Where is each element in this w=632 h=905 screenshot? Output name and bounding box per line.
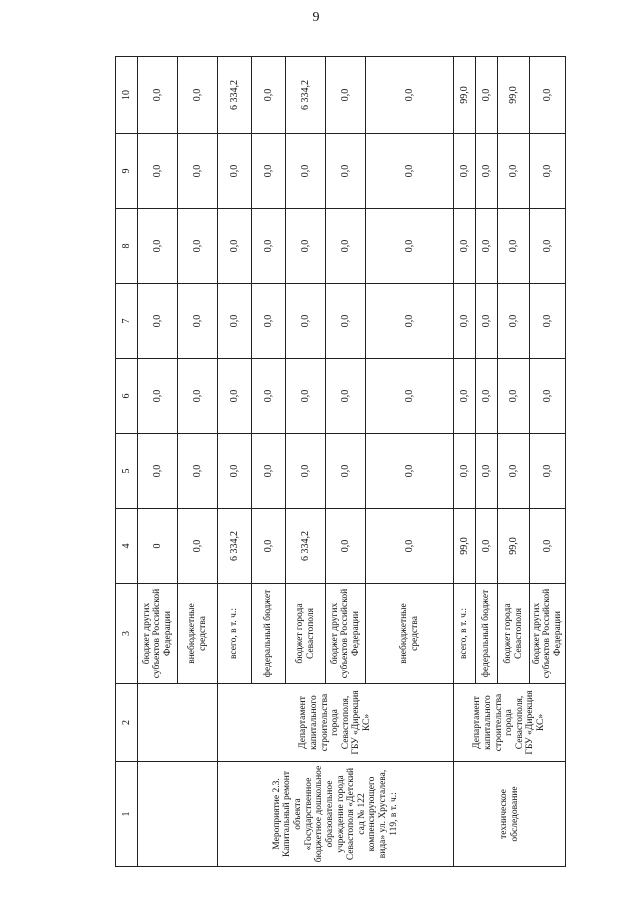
value-cell: 0,0 [218,209,252,284]
activity-cell: техническое обследование [454,762,566,867]
value-cell: 0,0 [530,284,566,359]
value-cell: 0,0 [366,57,454,134]
value-cell: 0,0 [476,434,498,509]
value-cell: 0,0 [476,359,498,434]
value-cell: 0,0 [366,284,454,359]
header-row [116,57,138,867]
value-cell: 0,0 [252,134,286,209]
header-cell: 2 [116,684,138,762]
value-cell: 0,0 [252,359,286,434]
table-row [218,57,252,867]
value-cell: 0,0 [476,509,498,584]
value-cell: 0,0 [252,209,286,284]
value-cell: 0,0 [178,57,218,134]
value-cell: 6 334,2 [286,509,326,584]
value-cell: 0,0 [326,57,366,134]
value-cell: 0,0 [498,359,530,434]
activity-cell [138,762,218,867]
value-cell: 0,0 [138,359,178,434]
value-cell: 0,0 [218,284,252,359]
value-cell: 0,0 [454,134,476,209]
source-cell: федеральный бюджет [476,584,498,684]
activity-cell: Мероприятие 2.3. Капитальный ремонт объекта «Государственное бюджетное дошкольное образовательное учреждение города Севастополя «Детский сад № 122 компенсирующего вида» ул. Хрусталева, 119, в т. ч.: [218,762,454,867]
header-cell: 3 [116,584,138,684]
table-rotation-frame [115,57,563,867]
header-cell: 5 [116,434,138,509]
value-cell: 0,0 [454,209,476,284]
value-cell: 0,0 [498,209,530,284]
header-cell: 4 [116,509,138,584]
funding-table [115,56,566,867]
value-cell: 0,0 [326,434,366,509]
value-cell: 6 334,2 [286,57,326,134]
value-cell: 0,0 [218,134,252,209]
value-cell: 0,0 [178,134,218,209]
value-cell: 0,0 [218,359,252,434]
value-cell: 0,0 [498,284,530,359]
header-cell: 8 [116,209,138,284]
value-cell: 0,0 [218,434,252,509]
rotated-table-container [115,57,563,867]
source-cell: внебюджетные средства [366,584,454,684]
value-cell: 0,0 [366,509,454,584]
value-cell: 0,0 [530,434,566,509]
value-cell: 0,0 [326,509,366,584]
value-cell: 0,0 [138,284,178,359]
value-cell: 0,0 [252,509,286,584]
value-cell: 0,0 [454,359,476,434]
value-cell: 0,0 [286,284,326,359]
value-cell: 0,0 [326,134,366,209]
value-cell: 0,0 [326,359,366,434]
value-cell: 6 334,2 [218,57,252,134]
header-cell: 7 [116,284,138,359]
value-cell: 0,0 [366,134,454,209]
value-cell: 0,0 [498,434,530,509]
header-cell: 9 [116,134,138,209]
source-cell: бюджет города Севастополя [498,584,530,684]
value-cell: 0,0 [326,284,366,359]
value-cell: 0,0 [286,359,326,434]
source-cell: бюджет других субъектов Российской Федерации [138,584,178,684]
table-row [138,57,178,867]
executor-cell: Департамент капитального строительства города Севастополя, ГБУ «Дирекция КС» [454,684,566,762]
value-cell: 0,0 [286,209,326,284]
value-cell: 0,0 [178,284,218,359]
table-row [454,57,476,867]
header-cell: 6 [116,359,138,434]
value-cell: 0,0 [530,509,566,584]
value-cell: 0,0 [286,134,326,209]
value-cell: 0,0 [178,509,218,584]
value-cell: 0,0 [476,284,498,359]
executor-cell [138,684,218,762]
value-cell: 0,0 [178,359,218,434]
header-cell: 10 [116,57,138,134]
header-cell: 1 [116,762,138,867]
value-cell: 0,0 [530,57,566,134]
value-cell: 0,0 [178,434,218,509]
value-cell: 0,0 [138,434,178,509]
executor-cell: Департамент капитального строительства города Севастополя, ГБУ «Дирекция КС» [218,684,454,762]
value-cell: 99,0 [498,57,530,134]
value-cell: 0 [138,509,178,584]
source-cell: бюджет других субъектов Российской Федерации [326,584,366,684]
value-cell: 0,0 [476,134,498,209]
source-cell: бюджет города Севастополя [286,584,326,684]
value-cell: 0,0 [138,57,178,134]
value-cell: 0,0 [454,434,476,509]
value-cell: 99,0 [454,509,476,584]
value-cell: 6 334,2 [218,509,252,584]
value-cell: 99,0 [498,509,530,584]
value-cell: 0,0 [454,284,476,359]
value-cell: 0,0 [138,209,178,284]
source-cell: всего, в т. ч.: [218,584,252,684]
value-cell: 0,0 [366,434,454,509]
value-cell: 0,0 [476,209,498,284]
value-cell: 99,0 [454,57,476,134]
value-cell: 0,0 [252,57,286,134]
value-cell: 0,0 [326,209,366,284]
value-cell: 0,0 [178,209,218,284]
value-cell: 0,0 [530,359,566,434]
value-cell: 0,0 [476,57,498,134]
value-cell: 0,0 [530,209,566,284]
source-cell: федеральный бюджет [252,584,286,684]
value-cell: 0,0 [366,359,454,434]
value-cell: 0,0 [530,134,566,209]
page-number: 9 [312,10,320,25]
value-cell: 0,0 [252,434,286,509]
value-cell: 0,0 [252,284,286,359]
value-cell: 0,0 [366,209,454,284]
source-cell: внебюджетные средства [178,584,218,684]
source-cell: всего, в т. ч.: [454,584,476,684]
value-cell: 0,0 [138,134,178,209]
value-cell: 0,0 [498,134,530,209]
source-cell: бюджет других субъектов Российской Федерации [530,584,566,684]
value-cell: 0,0 [286,434,326,509]
